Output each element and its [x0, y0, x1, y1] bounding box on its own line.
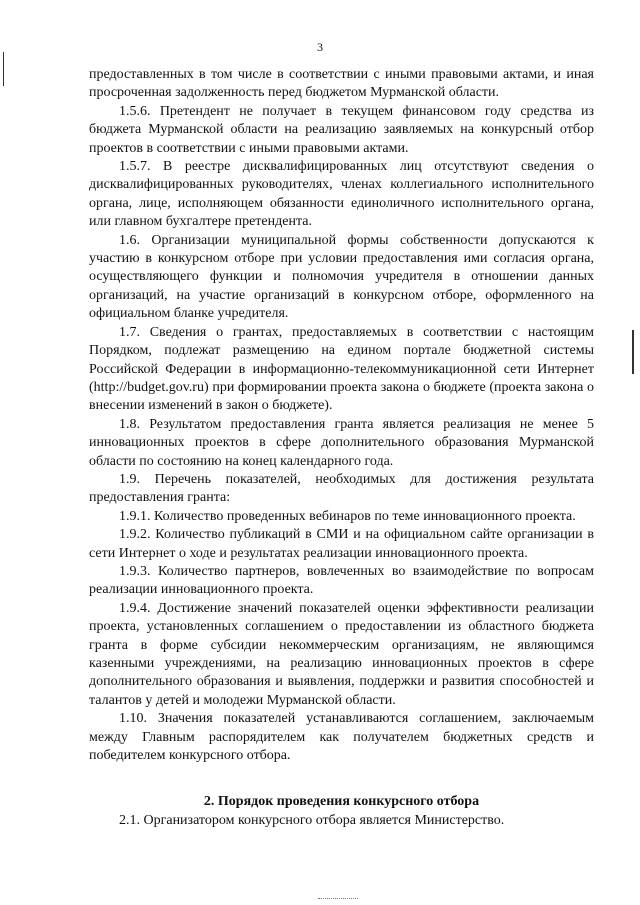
paragraph-1-7: 1.7. Сведения о грантах, предоставляемых в соответствии с настоящим Порядком, подлежат размещению на едином портале бюджетной системы Российской Федерации в информационно-телекоммуникационной сети Интернет (http://budget.gov.ru) при формировании проекта закона о бюджете (проекта закона о внесении изменений в закон о бюджете). — [89, 324, 594, 414]
paragraph-1-5-7: 1.5.7. В реестре дисквалифицированных лиц отсутствуют сведения о дисквалифицированных руководителях, членах коллегиального исполнительного органа, лице, исполняющем обязанности единоличного исполнительного органа, или главном бухгалтере претендента. — [89, 159, 594, 230]
scan-margin-mark — [3, 52, 4, 86]
paragraph-1-9-2: 1.9.2. Количество публикаций в СМИ и на официальном сайте организации в сети Интернет о ходе и результатах реализации инновационного проекта. — [89, 527, 594, 561]
paragraph-2-1: 2.1. Организатором конкурсного отбора является Министерство. — [119, 812, 505, 828]
paragraph-1-8: 1.8. Результатом предоставления гранта является реализация не менее 5 инновационных проектов в сфере дополнительного образования Мурманской области по состоянию на конец календарного года. — [89, 416, 594, 469]
paragraph-1-9-4: 1.9.4. Достижение значений показателей оценки эффективности реализации проекта, установленных соглашением о предоставлении из областного бюджета гранта в форме субсидии некоммерческим организациям, не являющимся казенными учреждениями, на реализацию инновационных проектов в сфере дополнительного образования и выявления, поддержки и развития способностей и талантов у детей и молодежи Мурманской области. — [89, 600, 594, 708]
scan-margin-mark — [318, 898, 358, 900]
paragraph-continuation: предоставленных в том числе в соответствии с иными правовыми актами, и иная просроченная задолженность перед бюджетом Мурманской области. — [89, 67, 594, 101]
paragraph-1-9-3: 1.9.3. Количество партнеров, вовлеченных во взаимодействие по вопросам реализации инновационного проекта. — [89, 563, 594, 598]
paragraph-1-9: 1.9. Перечень показателей, необходимых для достижения результата предоставления гранта: — [89, 471, 594, 506]
scan-margin-mark — [632, 330, 634, 374]
section-heading: 2. Порядок проведения конкурсного отбора — [203, 794, 480, 810]
document-body — [89, 66, 594, 830]
paragraph-1-6: 1.6. Организации муниципальной формы собственности допускаются к участию в конкурсном отборе при условии предоставления ими согласия органа, осуществляющего функции и полномочия учредителя в отношении данных организаций, на участие организаций в конкурсном отборе, оформленного на официальном бланке учредителя. — [89, 232, 594, 322]
paragraph-1-9-1: 1.9.1. Количество проведенных вебинаров по теме инновационного проекта. — [119, 508, 576, 524]
paragraph-1-5-6: 1.5.6. Претендент не получает в текущем финансовом году средства из бюджета Мурманской области на реализацию заявляемых на конкурсный отбор проектов в соответствии с иными правовыми актами. — [89, 103, 594, 156]
paragraph-1-10: 1.10. Значения показателей устанавливаются соглашением, заключаемым между Главным распорядителем как получателем бюджетных средств и победителем конкурсного отбора. — [89, 711, 594, 764]
page-number: 3 — [317, 40, 323, 54]
